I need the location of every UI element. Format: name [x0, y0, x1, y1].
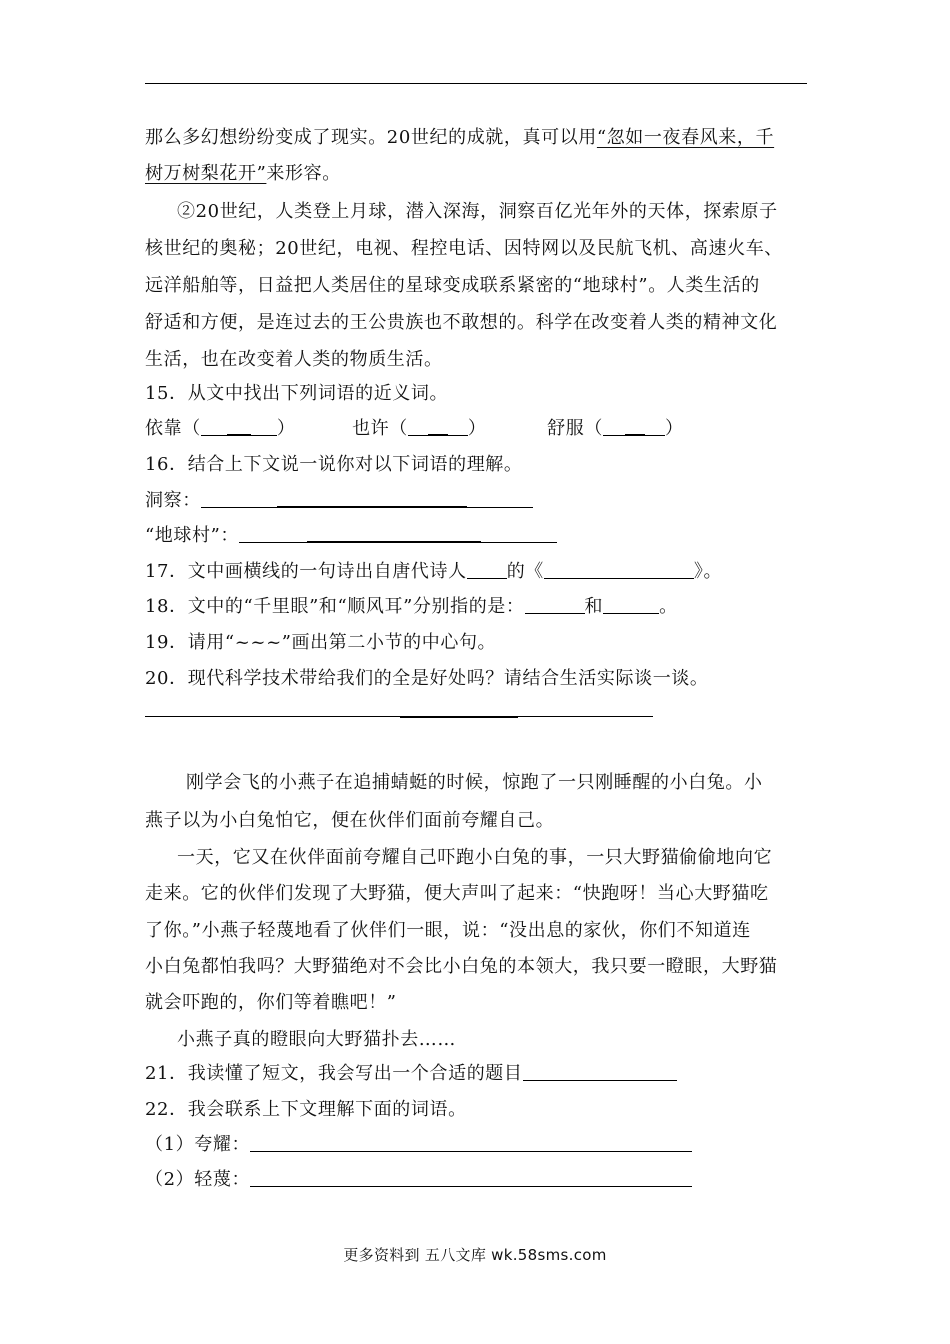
q22-1-answer-blank[interactable] [250, 1135, 692, 1152]
passage2-line: 刚学会飞的小燕子在追捕蜻蜓的时候，惊跑了一只刚睡醒的小白兔。小 [186, 772, 763, 793]
underlined-poem: 树万树梨花开” [145, 163, 267, 184]
q16-term-b: “地球村”： [145, 525, 240, 546]
q18-text-a: 18．文中的“千里眼”和“顺风耳”分别指的是： [145, 596, 525, 617]
passage2-line: 走来。它的伙伴们发现了大野猫，便大声叫了起来：“快跑呀！当心大野猫吃 [145, 883, 769, 904]
q15-answer-blank-c[interactable] [603, 419, 665, 436]
q18-text-c: 。 [659, 596, 678, 617]
passage2-line: 小燕子真的瞪眼向大野猫扑去…… [177, 1029, 456, 1050]
passage2-line: 小白兔都怕我吗？大野猫绝对不会比小白兔的本领大，我只要一瞪眼，大野猫 [145, 956, 778, 977]
q17-text-a: 17．文中画横线的一句诗出自唐代诗人 [145, 561, 467, 582]
passage1-line: ②20世纪，人类登上月球，潜入深海，洞察百亿光年外的天体，探索原子 [177, 201, 778, 222]
footer-text: 更多资料到 五八文库 wk.58sms.com [343, 1246, 607, 1264]
close-paren: ） [664, 418, 684, 439]
q15-word-a: 依靠（ [145, 418, 201, 439]
close-paren: ） [467, 418, 487, 439]
passage2-line: 一天，它又在伙伴面前夸耀自己吓跑小白兔的事，一只大野猫偷偷地向它 [177, 847, 773, 868]
question-16: 16．结合上下文说一说你对以下词语的理解。 [145, 454, 523, 475]
question-17 [145, 559, 722, 585]
passage1-line: 舒适和方便，是连过去的王公贵族也不敢想的。科学在改变着人类的精神文化 [145, 312, 778, 333]
passage1-line: 生活，也在改变着人类的物质生活。 [145, 349, 443, 370]
q15-word-b: 也许（ [352, 418, 408, 439]
close-paren: ） [276, 418, 296, 439]
q16-answer-blank-a[interactable] [201, 491, 533, 508]
question-21 [145, 1061, 677, 1087]
q16-answer-blank-b[interactable] [239, 526, 557, 543]
q16-term-a: 洞察： [145, 490, 201, 511]
question-19: 19．请用“~~~”画出第二小节的中心句。 [145, 632, 497, 653]
question-16-a [145, 488, 533, 514]
question-22-2 [145, 1167, 692, 1193]
q22-2-label: （2）轻蔑： [145, 1169, 251, 1190]
passage1-line [145, 125, 774, 151]
passage2-line: 燕子以为小白兔怕它，便在伙伴们面前夸耀自己。 [145, 810, 555, 831]
passage1-text: 那么多幻想纷纷变成了现实。20世纪的成就，真可以用 [145, 127, 597, 148]
passage2-line: 就会吓跑的，你们等着瞧吧！” [145, 992, 397, 1013]
passage1-text: 来形容。 [266, 163, 341, 184]
question-15: 15．从文中找出下列词语的近义词。 [145, 383, 449, 404]
q17-text-b: 的《 [506, 561, 544, 582]
q22-1-label: （1）夸耀： [145, 1134, 251, 1155]
question-22-1 [145, 1132, 692, 1158]
passage2-line: 了你。”小燕子轻蔑地看了伙伴们一眼，说：“没出息的家伙，你们不知道连 [145, 920, 751, 941]
q17-text-c: 》。 [693, 561, 723, 582]
q15-word-c: 舒服（ [547, 418, 603, 439]
underlined-poem: “忽如一夜春风来，千 [596, 127, 775, 148]
question-22: 22．我会联系上下文理解下面的词语。 [145, 1099, 467, 1120]
q20-answer-line[interactable] [145, 716, 653, 717]
q21-text: 21．我读懂了短文，我会写出一个合适的题目 [145, 1063, 523, 1084]
q18-blank-a[interactable] [525, 597, 585, 614]
passage1-line: 核世纪的奥秘；20世纪，电视、程控电话、因特网以及民航飞机、高速火车、 [145, 238, 783, 259]
q17-poet-blank[interactable] [467, 562, 507, 579]
question-18 [145, 594, 678, 620]
header-rule [145, 83, 807, 84]
passage1-line [145, 161, 341, 187]
question-15-blanks [145, 416, 684, 442]
passage1-line: 远洋船舶等，日益把人类居住的星球变成联系紧密的“地球村”。人类生活的 [145, 275, 760, 296]
q18-text-b: 和 [584, 596, 604, 617]
q17-poem-blank[interactable] [544, 562, 694, 579]
q15-answer-blank-a[interactable] [201, 419, 277, 436]
q15-answer-blank-b[interactable] [408, 419, 468, 436]
q22-2-answer-blank[interactable] [250, 1170, 692, 1187]
question-16-b [145, 523, 557, 549]
question-20: 20．现代科学技术带给我们的全是好处吗？请结合生活实际谈一谈。 [145, 668, 709, 689]
q18-blank-b[interactable] [603, 597, 659, 614]
q21-title-blank[interactable] [523, 1064, 677, 1081]
